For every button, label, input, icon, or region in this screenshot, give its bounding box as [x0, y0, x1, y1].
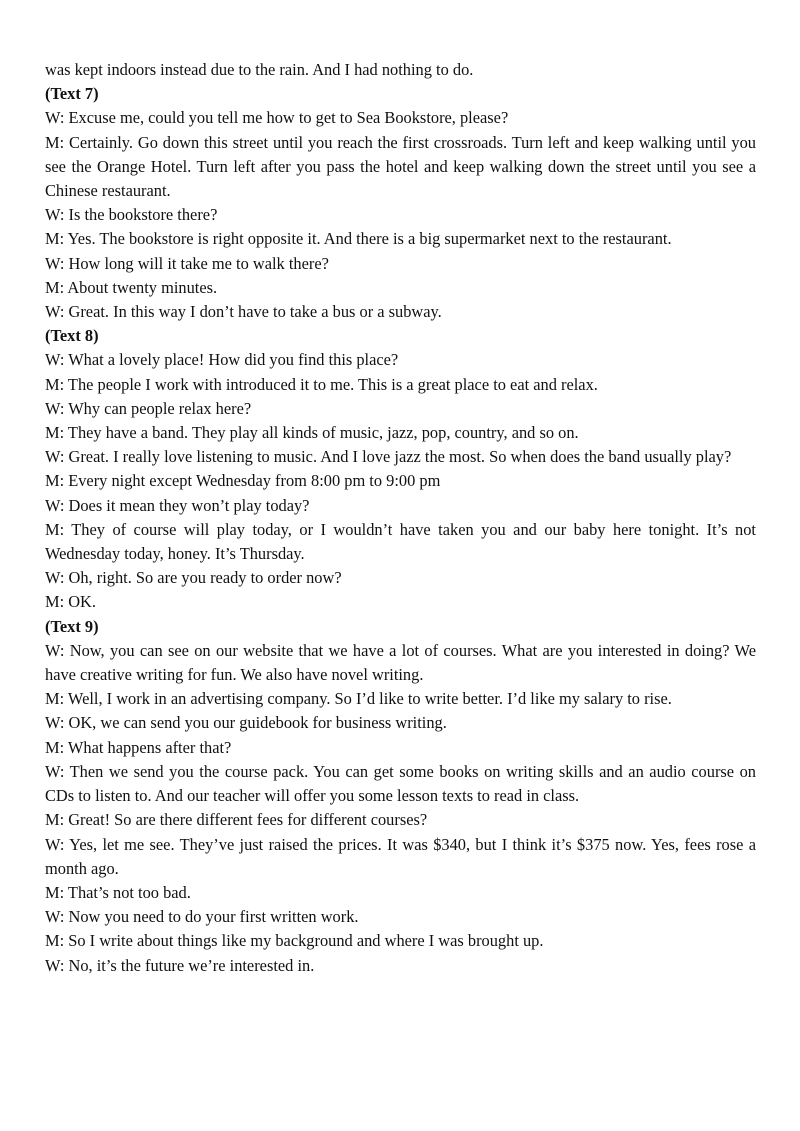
- dialogue-line: W: OK, we can send you our guidebook for business writing.: [45, 713, 447, 733]
- dialogue-line: W: Great. I really love listening to music. And I love jazz the most. So when does the band usually play?: [45, 447, 732, 467]
- dialogue-line: M: About twenty minutes.: [45, 277, 218, 297]
- dialogue-line: W: Why can people relax here?: [45, 398, 252, 418]
- dialogue-line: W: Excuse me, could you tell me how to get to Sea Bookstore, please?: [45, 108, 509, 128]
- dialogue-line: M: They have a band. They play all kinds of music, jazz, pop, country, and so on.: [45, 423, 579, 443]
- dialogue-line: W: What a lovely place! How did you find this place?: [45, 350, 399, 370]
- dialogue-line: W: Oh, right. So are you ready to order now?: [45, 568, 342, 588]
- dialogue-line: M: So I write about things like my background and where I was brought up.: [45, 931, 544, 951]
- dialogue-line: M: Certainly. Go down this street until you reach the first crossroads. Turn left and keep walking until you see the Orange Hotel. Turn left after you pass the hotel and keep walking down the street until you see a Chinese restaurant.: [45, 132, 756, 201]
- dialogue-line: M: They of course will play today, or I wouldn’t have taken you and our baby here tonight. It’s not Wednesday today, honey. It’s Thursday.: [45, 519, 756, 564]
- dialogue-line: W: Then we send you the course pack. You can get some books on writing skills and an audio course on CDs to listen to. And our teacher will offer you some lesson texts to read in class.: [45, 761, 756, 806]
- dialogue-line: W: Yes, let me see. They’ve just raised the prices. It was $340, but I think it’s $375 now. Yes, fees rose a month ago.: [45, 834, 756, 878]
- dialogue-line: W: No, it’s the future we’re interested in.: [45, 955, 315, 975]
- dialogue-line: M: Well, I work in an advertising company. So I’d like to write better. I’d like my salary to rise.: [45, 689, 672, 709]
- section-heading-text-9: (Text 9): [45, 616, 99, 636]
- dialogue-line: M: The people I work with introduced it to me. This is a great place to eat and relax.: [45, 374, 598, 394]
- dialogue-line: W: Does it mean they won’t play today?: [45, 495, 310, 515]
- dialogue-line: M: Great! So are there different fees for different courses?: [45, 810, 428, 830]
- dialogue-line: W: Is the bookstore there?: [45, 205, 218, 225]
- dialogue-line: W: Now, you can see on our website that we have a lot of courses. What are you interested in doing? We have creative writing for fun. We also have novel writing.: [45, 640, 756, 685]
- dialogue-line: M: Every night except Wednesday from 8:00 pm to 9:00 pm: [45, 471, 441, 491]
- dialogue-line: W: Great. In this way I don’t have to take a bus or a subway.: [45, 302, 442, 322]
- dialogue-line: M: Yes. The bookstore is right opposite it. And there is a big supermarket next to the restaurant.: [45, 229, 672, 249]
- dialogue-line: W: How long will it take me to walk there?: [45, 253, 329, 273]
- dialogue-line: W: Now you need to do your first written work.: [45, 907, 359, 927]
- section-heading-text-7: (Text 7): [45, 84, 99, 104]
- section-heading-text-8: (Text 8): [45, 326, 99, 346]
- dialogue-line: M: OK.: [45, 592, 96, 612]
- document-page: [45, 58, 756, 978]
- dialogue-line: M: What happens after that?: [45, 737, 232, 757]
- dialogue-line: M: That’s not too bad.: [45, 882, 191, 902]
- text-paragraph: was kept indoors instead due to the rain. And I had nothing to do.: [45, 60, 474, 79]
